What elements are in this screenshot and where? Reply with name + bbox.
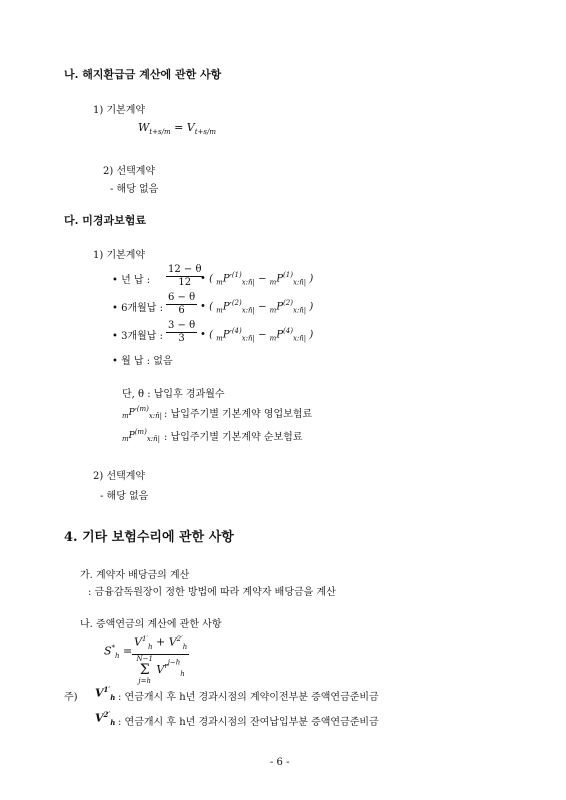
increased-annuity-heading: 나. 증액연금의 계산에 관한 사항: [80, 619, 222, 630]
page-number: - 6 -: [270, 757, 290, 768]
optional-contract-label: 2) 선택계약: [103, 166, 156, 177]
definition-gross-premium-symbol: $_mP'^{(m)}_{x:n̄|}$: [122, 405, 163, 420]
basic-contract-label-2: 1) 기본계약: [93, 250, 146, 261]
note-text-2: : 연금개시 후 h년 경과시점의 잔여납입부분 증액연금준비금: [118, 717, 379, 728]
premium-diff-quarterly: • ( $_mP'^{(4)}_{x:n̄|} - _mP^{(4)}_{x:n̄|}$ ): [200, 327, 314, 343]
premium-diff-semiannual: • ( $_mP'^{(2)}_{x:n̄|} - _mP^{(2)}_{x:n̄|}$ ): [200, 299, 314, 315]
definition-theta: 단, θ : 납입후 경과월수: [122, 389, 225, 400]
definition-net-premium-text: : 납입주기별 기본계약 순보험료: [164, 432, 303, 443]
row-label-monthly: • 월 납 : 없음: [112, 356, 173, 367]
premium-diff-annual: • ( $_mP'^{(1)}_{x:n̄|} - _mP^{(1)}_{x:n̄|}$ ): [200, 271, 314, 287]
dividend-heading: 가. 계약자 배당금의 계산: [80, 570, 190, 581]
optional-contract-note: - 해당 없음: [110, 184, 159, 195]
row-label-quarterly: • 3개월납 :: [112, 331, 163, 342]
note-symbol-1: $V^{1'}_h$: [95, 685, 116, 702]
annuity-formula-fraction: $V^{1'}_h + V^{2'}_h$ N−1 Σ j=h $V^{r^{j-h}}_h$: [132, 632, 189, 685]
section-heading-unearned: 다. 미경과보험료: [64, 214, 147, 227]
section-heading-refund: 나. 해지환급금 계산에 관한 사항: [64, 68, 222, 81]
row-label-semiannual: • 6개월납 :: [112, 303, 163, 314]
definition-net-premium-symbol: $_mP^{(m)}_{x:n̄|}$: [122, 428, 160, 443]
row-label-annual: • 년 납 :: [112, 275, 151, 286]
optional-contract-note-2: - 해당 없음: [100, 491, 149, 502]
basic-contract-label: 1) 기본계약: [93, 105, 146, 116]
notes-prefix: 주): [64, 692, 78, 703]
optional-contract-label-2: 2) 선택계약: [93, 471, 146, 482]
dividend-text: : 금융감독원장이 정한 방법에 따라 계약자 배당금을 계산: [88, 587, 336, 598]
refund-formula: $W_{t+s/m} = V_{t+s/m}$: [138, 121, 217, 137]
fraction-annual: $\frac{12 - \theta}{12}$: [168, 264, 202, 288]
note-text-1: : 연금개시 후 h년 경과시점의 계약이전부분 증액연금준비금: [118, 692, 379, 703]
section-heading-other-actuarial: 4. 기타 보험수리에 관한 사항: [64, 530, 234, 545]
fraction-quarterly: $\frac{3 - \theta}{3}$: [168, 320, 196, 344]
fraction-semiannual: $\frac{6 - \theta}{6}$: [168, 292, 196, 316]
annuity-formula-lhs: $S^*_h$ =: [104, 644, 133, 660]
definition-gross-premium-text: : 납입주기별 기본계약 영업보험료: [164, 409, 313, 420]
note-symbol-2: $V^{2'}_h$: [95, 710, 116, 727]
